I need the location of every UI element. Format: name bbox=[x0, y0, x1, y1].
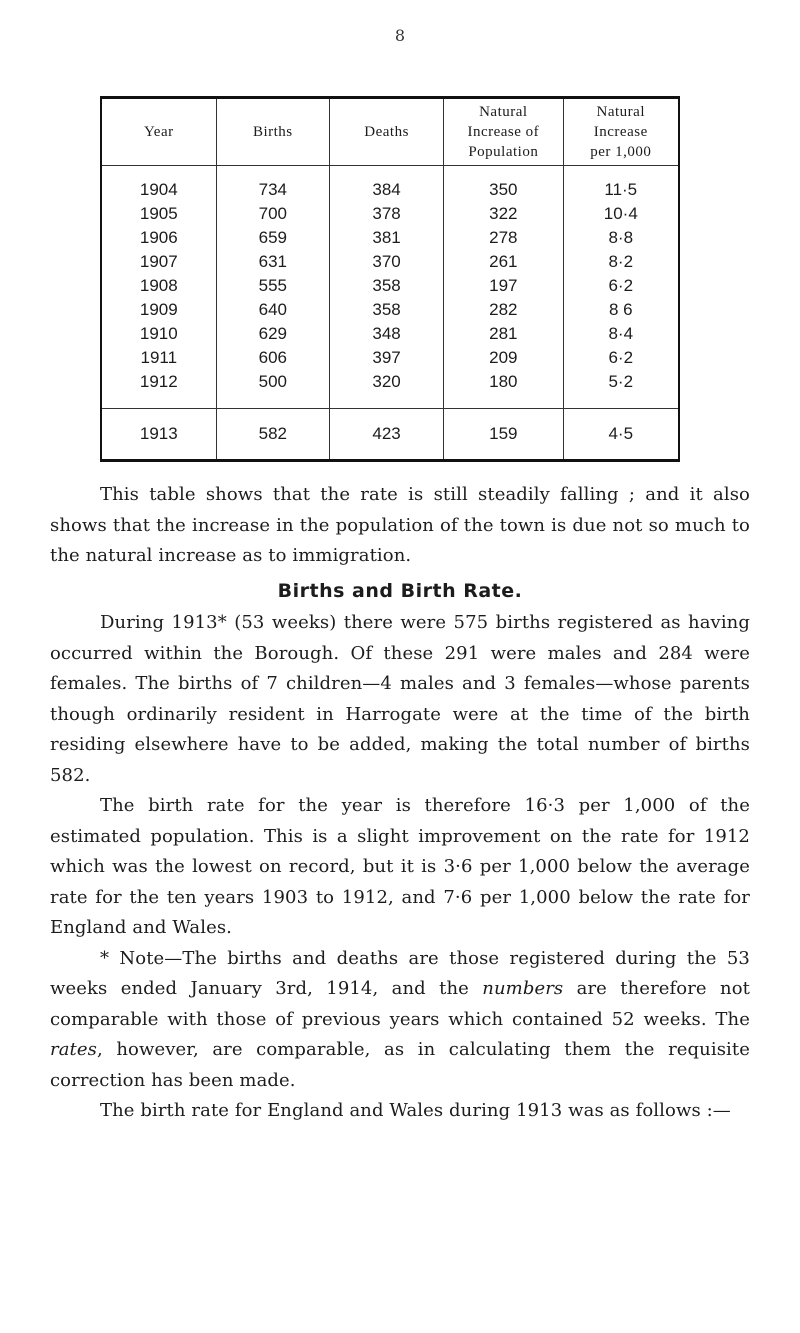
header-natural-increase-line2: Increase of bbox=[467, 124, 540, 140]
cell-natural-increase: 180 bbox=[444, 370, 563, 394]
cell-natural-increase: 281 bbox=[444, 322, 563, 346]
table-row bbox=[101, 226, 679, 250]
cell-rate: 8·4 bbox=[563, 322, 679, 346]
cell-births: 659 bbox=[216, 226, 329, 250]
cell-year: 1910 bbox=[139, 324, 178, 343]
header-natural-rate-line3: per 1,000 bbox=[590, 144, 652, 160]
note-text: , however, are comparable, as in calculating them the requisite correction has been made. bbox=[50, 1039, 750, 1091]
cell-natural-increase: 261 bbox=[444, 250, 563, 274]
cell-deaths: 358 bbox=[330, 298, 444, 322]
table-row bbox=[101, 298, 679, 322]
table-row bbox=[101, 370, 679, 394]
table-row bbox=[101, 250, 679, 274]
cell-rate: 4·5 bbox=[563, 409, 679, 461]
cell-natural-increase: 159 bbox=[444, 409, 563, 461]
table-row bbox=[101, 274, 679, 298]
cell-year: 1913 bbox=[101, 409, 216, 461]
header-births: Births bbox=[216, 98, 329, 166]
paragraph-births-1913: During 1913* (53 weeks) there were 575 births registered as having occurred within the Borough. Of these 291 were males and 284 were females. The births of 7 children—4 males and 3 females—whose parents though ordinarily resident in Harrogate were at the time of the birth residing elsewhere have to be added, making the total number of births 582. bbox=[50, 612, 750, 786]
cell-rate: 8·2 bbox=[563, 250, 679, 274]
cell-rate: 11·5 bbox=[563, 178, 679, 202]
cell-year: 1905 bbox=[139, 204, 178, 223]
cell-deaths: 378 bbox=[330, 202, 444, 226]
cell-year: 1906 bbox=[139, 228, 178, 247]
cell-births: 631 bbox=[216, 250, 329, 274]
cell-rate: 10·4 bbox=[563, 202, 679, 226]
header-natural-rate-line1: Natural bbox=[596, 104, 645, 120]
cell-natural-increase: 282 bbox=[444, 298, 563, 322]
cell-year: 1904 bbox=[139, 180, 178, 199]
cell-rate: 8 6 bbox=[563, 298, 679, 322]
cell-births: 555 bbox=[216, 274, 329, 298]
header-natural-rate-line2: Increase bbox=[593, 124, 648, 140]
paragraph-immigration: This table shows that the rate is still steadily falling ; and it also shows that the increase in the population of the town is due not so much to the natural increase as to immigration. bbox=[50, 484, 750, 566]
table-row bbox=[101, 178, 679, 202]
table-header-row bbox=[101, 98, 679, 166]
cell-births: 606 bbox=[216, 346, 329, 370]
table-spacer bbox=[101, 394, 679, 409]
cell-natural-increase: 322 bbox=[444, 202, 563, 226]
cell-births: 734 bbox=[216, 178, 329, 202]
note-text: * Note—The births and deaths are those registered during the 53 weeks ended January 3rd, 1914, and the bbox=[50, 947, 750, 999]
header-natural-rate bbox=[563, 98, 679, 166]
cell-year: 1911 bbox=[140, 348, 178, 367]
note-emphasis-rates: rates bbox=[50, 1039, 97, 1060]
header-natural-increase-line3: Population bbox=[468, 144, 539, 160]
paragraph-england-wales: The birth rate for England and Wales during 1913 was as follows :— bbox=[100, 1100, 731, 1121]
population-table bbox=[100, 96, 680, 462]
paragraph-birth-rate: The birth rate for the year is therefore 16·3 per 1,000 of the estimated population. This is a slight improvement on the rate for 1912 which was the lowest on record, but it is 3·6 per 1,000 below the average rate for the ten years 1903 to 1912, and 7·6 per 1,000 below the rate for England and Wales. bbox=[50, 795, 750, 938]
cell-rate: 8·8 bbox=[563, 226, 679, 250]
cell-deaths: 348 bbox=[330, 322, 444, 346]
cell-natural-increase: 209 bbox=[444, 346, 563, 370]
cell-deaths: 423 bbox=[330, 409, 444, 461]
cell-natural-increase: 197 bbox=[444, 274, 563, 298]
cell-rate: 6·2 bbox=[563, 274, 679, 298]
section-heading: Births and Birth Rate. bbox=[277, 579, 523, 602]
cell-rate: 6·2 bbox=[563, 346, 679, 370]
header-year: Year bbox=[101, 98, 216, 166]
cell-births: 582 bbox=[216, 409, 329, 461]
table-row bbox=[101, 202, 679, 226]
cell-deaths: 320 bbox=[330, 370, 444, 394]
table-row-1913 bbox=[101, 409, 679, 461]
cell-births: 640 bbox=[216, 298, 329, 322]
cell-births: 629 bbox=[216, 322, 329, 346]
cell-year: 1907 bbox=[139, 252, 178, 271]
cell-deaths: 384 bbox=[330, 178, 444, 202]
cell-deaths: 370 bbox=[330, 250, 444, 274]
cell-births: 500 bbox=[216, 370, 329, 394]
note-emphasis-numbers: numbers bbox=[482, 978, 564, 999]
header-natural-increase bbox=[444, 98, 563, 166]
cell-year: 1908 bbox=[139, 276, 178, 295]
cell-year: 1912 bbox=[139, 372, 178, 391]
cell-deaths: 397 bbox=[330, 346, 444, 370]
table-row bbox=[101, 346, 679, 370]
body-text bbox=[50, 480, 750, 1127]
table-spacer bbox=[101, 166, 679, 179]
cell-deaths: 381 bbox=[330, 226, 444, 250]
cell-natural-increase: 278 bbox=[444, 226, 563, 250]
header-deaths: Deaths bbox=[330, 98, 444, 166]
table-row bbox=[101, 322, 679, 346]
table-body bbox=[101, 166, 679, 461]
header-natural-increase-line1: Natural bbox=[479, 104, 528, 120]
cell-year: 1909 bbox=[139, 300, 178, 319]
paragraph-note bbox=[50, 944, 750, 1097]
page-number: 8 bbox=[394, 26, 406, 45]
note-text: are therefore not comparable with those of previous years which contained 52 weeks. The bbox=[50, 978, 750, 1030]
cell-rate: 5·2 bbox=[563, 370, 679, 394]
cell-deaths: 358 bbox=[330, 274, 444, 298]
cell-natural-increase: 350 bbox=[444, 178, 563, 202]
cell-births: 700 bbox=[216, 202, 329, 226]
